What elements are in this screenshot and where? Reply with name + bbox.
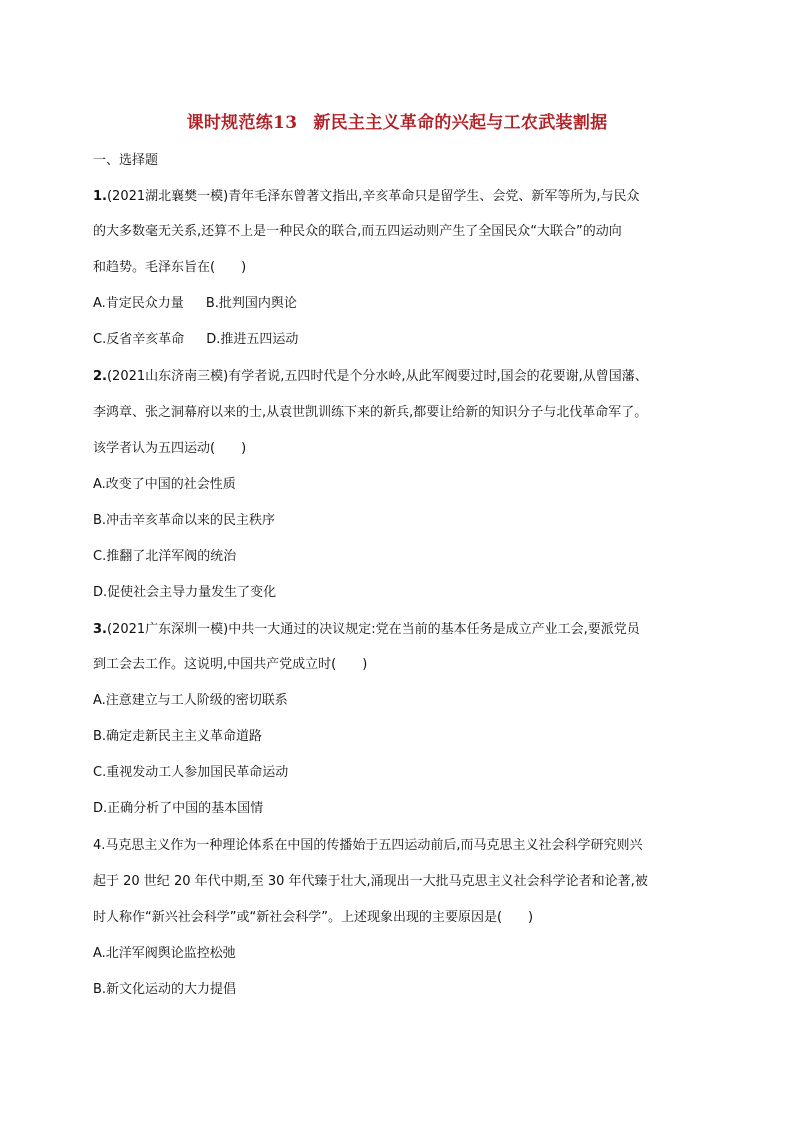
question-3-option-b: B.确定走新民主主义革命道路	[93, 729, 263, 744]
question-1-options-row-2	[93, 331, 298, 349]
title-topic: 新民主主义革命的兴起与工农武装割据	[313, 113, 608, 133]
page-title	[0, 108, 794, 133]
question-text: 马克思主义作为一种理论体系在中国的传播始于五四运动前后,而马克思主义社会科学研究则兴	[105, 838, 643, 853]
question-text: (2021湖北襄樊一模)青年毛泽东曾著文指出,辛亥革命只是留学生、会党、新军等所为,与民众	[106, 189, 640, 204]
question-4-option-a: A.北洋军阀舆论监控松弛	[93, 946, 236, 961]
question-text: (2021山东济南三模)有学者说,五四时代是个分水岭,从此军阀要过时,国会的花要谢,从曾国藩、	[106, 369, 648, 384]
question-text: (2021广东深圳一模)中共一大通过的决议规定:党在当前的基本任务是成立产业工会,要派党员	[106, 622, 640, 637]
option-a: A.肯定民众力量	[93, 296, 184, 311]
question-1-line-1	[93, 188, 639, 206]
question-2-line-3: 该学者认为五四运动( )	[93, 441, 247, 456]
option-c: C.反省辛亥革命	[93, 332, 185, 347]
title-lesson-number: 课时规范练13	[186, 113, 298, 133]
question-4-line-3: 时人称作“新兴社会科学”或“新社会科学”。上述现象出现的主要原因是( )	[93, 910, 534, 925]
option-d: D.推进五四运动	[206, 332, 299, 347]
question-4-line-1	[93, 837, 643, 855]
question-3-option-a: A.注意建立与工人阶级的密切联系	[93, 693, 288, 708]
question-3-option-c: C.重视发动工人参加国民革命运动	[93, 765, 289, 780]
question-4-option-b: B.新文化运动的大力提倡	[93, 982, 237, 997]
question-4-line-2: 起于 20 世纪 20 年代中期,至 30 年代臻于壮大,涌现出一大批马克思主义社会科学论者和论著,被	[93, 874, 648, 889]
option-b: B.批判国内舆论	[205, 296, 297, 311]
question-2-option-a: A.改变了中国的社会性质	[93, 477, 236, 492]
question-3-line-2: 到工会去工作。这说明,中国共产党成立时( )	[93, 657, 368, 672]
question-3-line-1	[93, 621, 640, 639]
question-1-options-row-1	[93, 295, 297, 313]
question-3-option-d: D.正确分析了中国的基本国情	[93, 801, 264, 816]
question-2-line-2: 李鸿章、张之洞幕府以来的士,从袁世凯训练下来的新兵,都要让给新的知识分子与北伐革命军了。	[93, 405, 648, 420]
question-2-option-b: B.冲击辛亥革命以来的民主秩序	[93, 513, 276, 528]
section-heading: 一、选择题	[93, 153, 159, 168]
question-2-line-1	[93, 368, 648, 386]
question-2-option-c: C.推翻了北洋军阀的统治	[93, 549, 237, 564]
question-1-line-2: 的大多数毫无关系,还算不上是一种民众的联合,而五四运动则产生了全国民众“大联合”的动向	[93, 224, 622, 239]
question-number: 4.	[93, 838, 106, 853]
question-number: 3.	[93, 622, 107, 637]
question-2-option-d: D.促使社会主导力量发生了变化	[93, 585, 277, 600]
question-number: 1.	[93, 189, 107, 204]
question-1-line-3: 和趋势。毛泽东旨在( )	[93, 260, 247, 275]
question-number: 2.	[93, 369, 107, 384]
